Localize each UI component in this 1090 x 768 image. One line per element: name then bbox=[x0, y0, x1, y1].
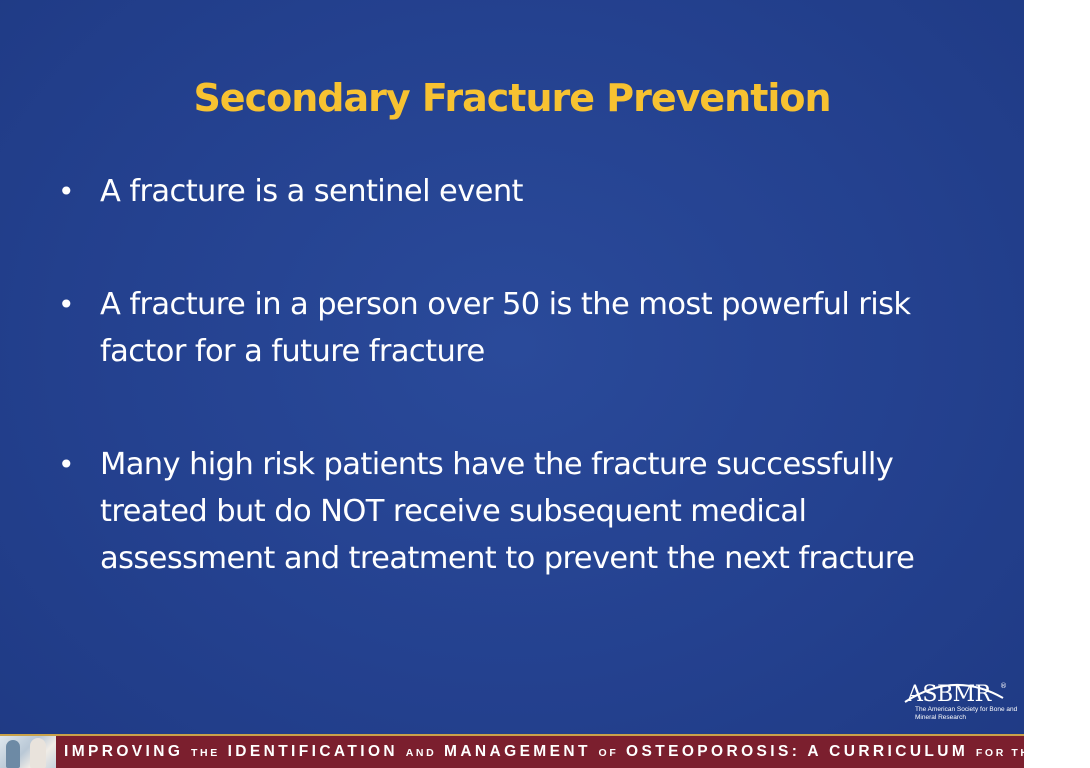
logo-wordmark: ASBMR bbox=[907, 682, 991, 707]
bullet-text: A fracture in a person over 50 is the most powerful risk factor for a future fracture bbox=[100, 287, 911, 369]
photo-figure-icon bbox=[30, 738, 46, 768]
asbmr-logo bbox=[899, 668, 1019, 730]
slide-title: Secondary Fracture Prevention bbox=[193, 76, 831, 120]
bullet-text: Many high risk patients have the fracture successfully treated but do NOT receive subsequent medical assessment and treatment to prevent the next fracture bbox=[100, 447, 915, 576]
registered-mark: ® bbox=[1000, 682, 1007, 690]
bullet-marker: • bbox=[58, 175, 74, 208]
bullet-marker: • bbox=[58, 288, 74, 321]
curriculum-banner-text: IMPROVING THE IDENTIFICATION AND MANAGEMENT OF OSTEOPOROSIS: A CURRICULUM FOR THE PCP bbox=[64, 743, 1090, 760]
bullet-marker: • bbox=[58, 448, 74, 481]
doctor-patient-photo bbox=[0, 736, 56, 768]
bullet-text: A fracture is a sentinel event bbox=[100, 174, 523, 209]
footer-banner bbox=[0, 734, 1090, 768]
bullet-item bbox=[58, 168, 988, 215]
photo-figure-icon bbox=[6, 740, 20, 768]
bullet-item bbox=[58, 441, 988, 582]
bullet-list bbox=[58, 168, 988, 582]
bullet-item bbox=[58, 281, 988, 375]
logo-tagline: The American Society for Bone and Mineral Research bbox=[915, 706, 1018, 721]
